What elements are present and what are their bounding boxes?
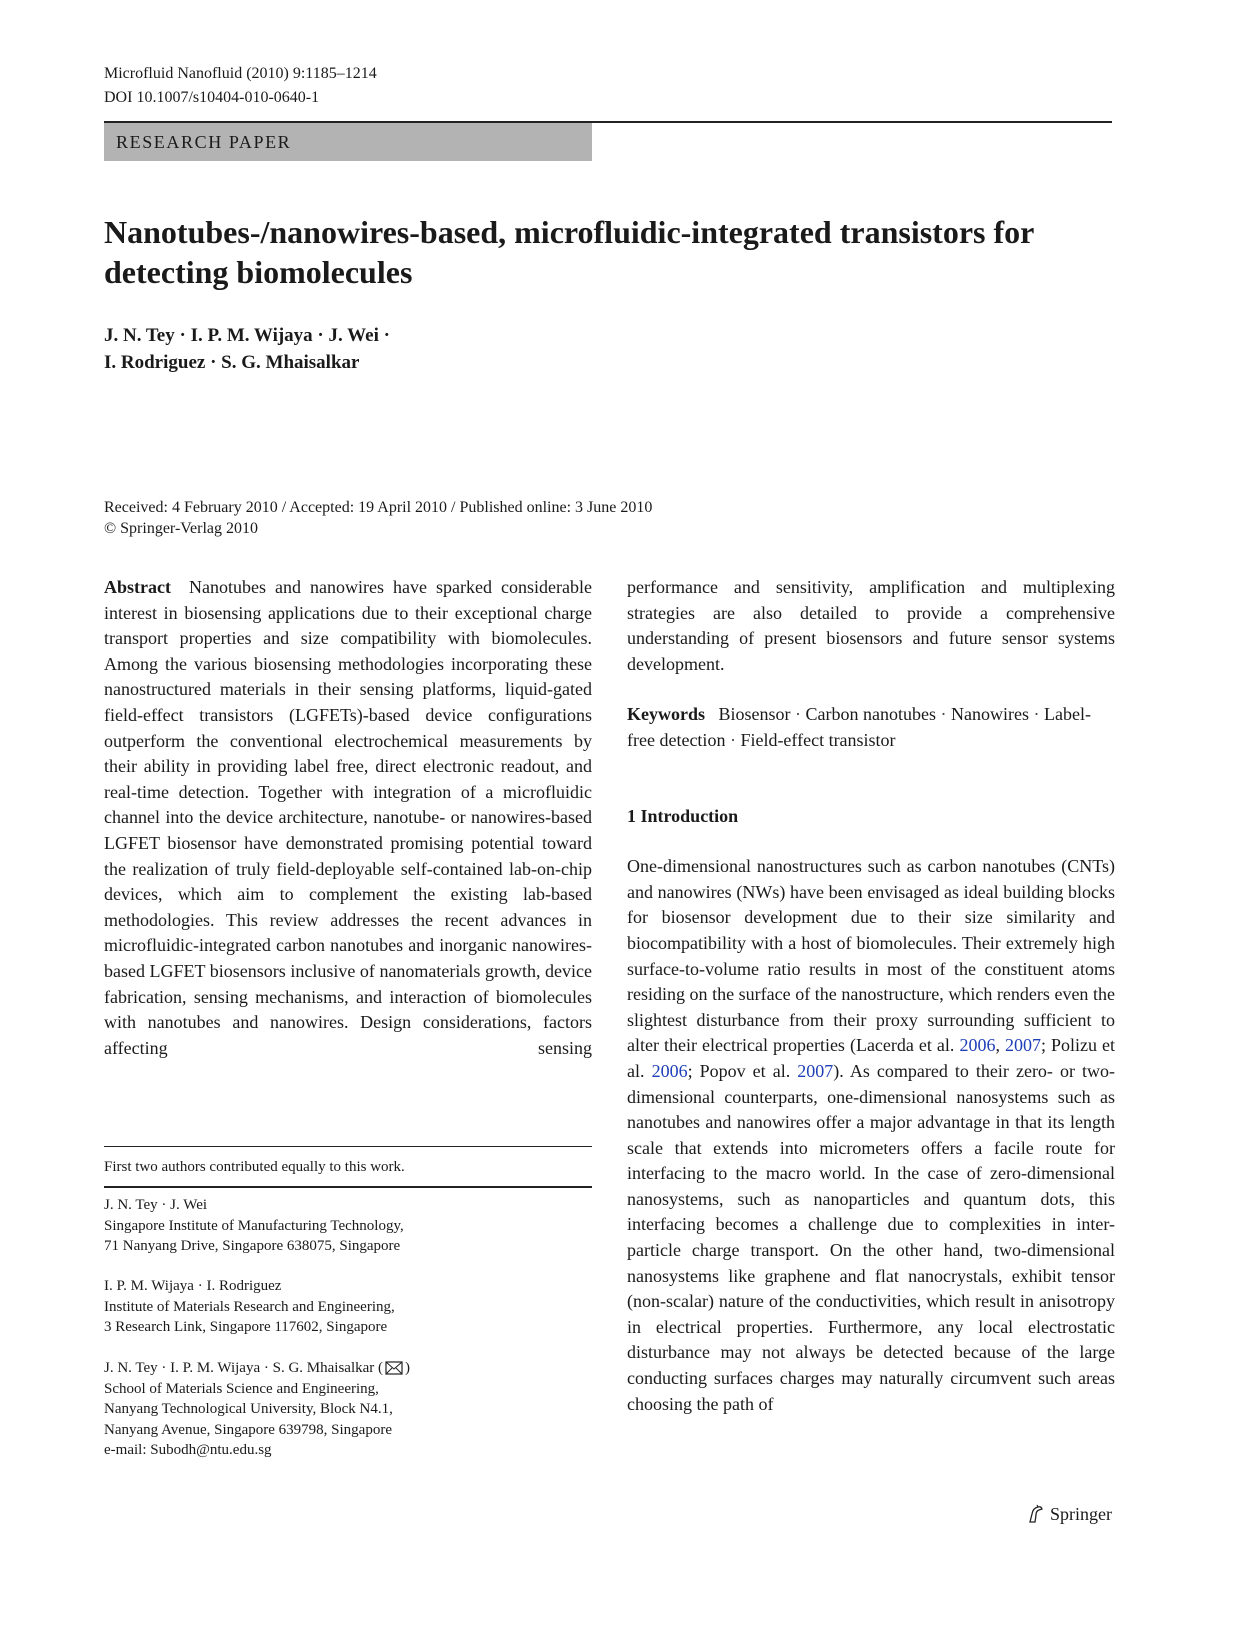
keywords-label: Keywords: [627, 704, 705, 725]
affiliation-line: 3 Research Link, Singapore 117602, Singapore: [104, 1319, 388, 1335]
doi[interactable]: DOI 10.1007/s10404-010-0640-1: [104, 89, 320, 106]
copyright-line: © Springer-Verlag 2010: [104, 520, 259, 537]
affiliation: [104, 1195, 404, 1257]
author-list: [104, 322, 390, 376]
abstract-label: Abstract: [104, 577, 171, 597]
affiliation: [104, 1358, 410, 1461]
citation-link[interactable]: 2006: [959, 1035, 996, 1056]
keyword: Carbon nanotubes: [805, 704, 936, 725]
journal-citation: Microfluid Nanofluid (2010) 9:1185–1214: [104, 65, 377, 82]
affiliation-line: Nanyang Technological University, Block N4.1,: [104, 1401, 393, 1417]
abstract-continued: performance and sensitivity, amplification and multiplexing strategies are also detailed to provide a comprehensive understanding of present biosensors and future sensor systems development.: [627, 577, 1115, 674]
citation-link[interactable]: 2007: [797, 1060, 834, 1081]
paper-title: Nanotubes-/nanowires-based, microfluidic-integrated transistors for detecting biomolecules: [104, 214, 1034, 290]
email-line[interactable]: e-mail: Subodh@ntu.edu.sg: [104, 1442, 272, 1458]
left-column: [104, 575, 592, 1061]
article-type-banner: RESEARCH PAPER: [104, 123, 592, 161]
affiliation-authors-line: [104, 1358, 410, 1379]
publication-history: [104, 497, 652, 539]
section-heading: 1 Introduction: [627, 805, 739, 826]
author-line: J. N. Tey · I. P. M. Wijaya · J. Wei ·: [104, 325, 390, 346]
intro-text: ; Popov et al.: [687, 1060, 791, 1081]
author-line: I. Rodriguez · S. G. Mhaisalkar: [104, 352, 360, 373]
right-column: [627, 575, 1115, 1417]
keyword: Nanowires: [950, 704, 1029, 725]
citation-link[interactable]: 2006: [651, 1060, 688, 1081]
affiliation-authors: J. N. Tey · I. P. M. Wijaya · S. G. Mhaisalkar (: [104, 1360, 384, 1376]
keywords: [627, 702, 1115, 753]
keyword: Field-effect transistor: [740, 729, 896, 750]
affiliation-line: Singapore Institute of Manufacturing Technology,: [104, 1217, 404, 1234]
keyword: Label-free detection: [627, 704, 1091, 750]
citation-link[interactable]: 2007: [1004, 1035, 1041, 1056]
footnote-rule: [104, 1146, 592, 1147]
intro-text: One-dimensional nanostructures such as carbon nanotubes (CNTs) and nanowires (NWs) have been envisaged as ideal building blocks for biosensor development due to their size similarity and biocompatibility with a host of biomolecules. Their extremely high surface-to-volume ratio results in most of the constituent atoms residing on the surface of the nanostructure, which renders even the slightest disturbance from their proxy surrounding sufficient to alter their electrical properties (Lacerda et al.: [627, 856, 1115, 1056]
affiliation-authors-close: ): [405, 1360, 411, 1376]
introduction-paragraph: [627, 854, 1115, 1417]
dates-line: Received: 4 February 2010 / Accepted: 19 April 2010 / Published online: 3 June 2010: [104, 499, 653, 516]
affiliation-line: Nanyang Avenue, Singapore 639798, Singapore: [104, 1421, 392, 1438]
keyword-separator: ·: [795, 704, 801, 725]
keyword-separator: ·: [729, 729, 736, 750]
affiliation-authors: J. N. Tey · J. Wei: [104, 1197, 208, 1213]
affiliation-line: School of Materials Science and Engineering,: [104, 1380, 379, 1397]
affiliation-authors: I. P. M. Wijaya · I. Rodriguez: [104, 1278, 282, 1294]
footnote-rule: [104, 1186, 592, 1188]
abstract-text: Nanotubes and nanowires have sparked considerable interest in biosensing applications due to their exceptional charge transport properties and size compatibility with biomolecules. Among the various biosensing methodologies incorporating these nanostructured materials in their sensing platforms, liquid-gated field-effect transistors (LGFETs)-based device configurations outperform the conventional electrochemical measurements by their ability in providing label free, direct electronic readout, and real-time detection. Together with integration of a microfluidic channel into the device architecture, nanotube- or nanowires-based LGFET biosensor have demonstrated promising potential toward the realization of truly field-deployable self-contained lab-on-chip devices, which aim to complement the existing lab-based methodologies. This review addresses the recent advances in microfluidic-integrated carbon nanotubes and inorganic nanowires-based LGFET biosensors inclusive of nanomaterials growth, device fabrication, sensing mechanisms, and interaction of biomolecules with nanotubes and nanowires. Design considerations, factors affecting sensing: [104, 577, 592, 1058]
intro-text: ,: [995, 1035, 1000, 1056]
intro-text: ). As compared to their zero- or two-dimensional counterparts, one-dimensional nanosystems such as nanotubes and nanowires offer a major advantage in that its length scale that extends into micrometers offers a facile route for interfacing to the macro world. In the case of zero-dimensional nanosystems, such as nanoparticles and quantum dots, this interfacing becomes a challenge due to complexities in inter-particle charge transport. On the other hand, two-dimensional nanosystems like graphene and flat nanocrystals, exhibit tensor (non-scalar) nature of the conductivities, which result in anisotropy in electrical properties. Furthermore, any local electrostatic disturbance may not always be detected because of the large conducting surfaces charges may naturally circumvent such areas choosing the path of: [627, 1060, 1116, 1414]
publisher-name: Springer: [1050, 1504, 1112, 1524]
affiliation-line: 71 Nanyang Drive, Singapore 638075, Singapore: [104, 1238, 401, 1254]
publisher-logo: [1026, 1502, 1112, 1526]
affiliation-line: Institute of Materials Research and Engineering,: [104, 1298, 395, 1315]
envelope-icon[interactable]: [385, 1361, 403, 1375]
keyword-separator: ·: [940, 704, 947, 725]
intro-text: ; Polizu et al.: [627, 1035, 1116, 1081]
keyword-separator: ·: [1033, 704, 1040, 725]
journal-header: [104, 62, 377, 110]
affiliation: [104, 1276, 395, 1338]
equal-contribution-note: First two authors contributed equally to this work.: [104, 1159, 405, 1175]
abstract: [104, 575, 592, 1061]
keyword: Biosensor: [718, 704, 791, 725]
springer-horse-icon: [1026, 1504, 1046, 1524]
